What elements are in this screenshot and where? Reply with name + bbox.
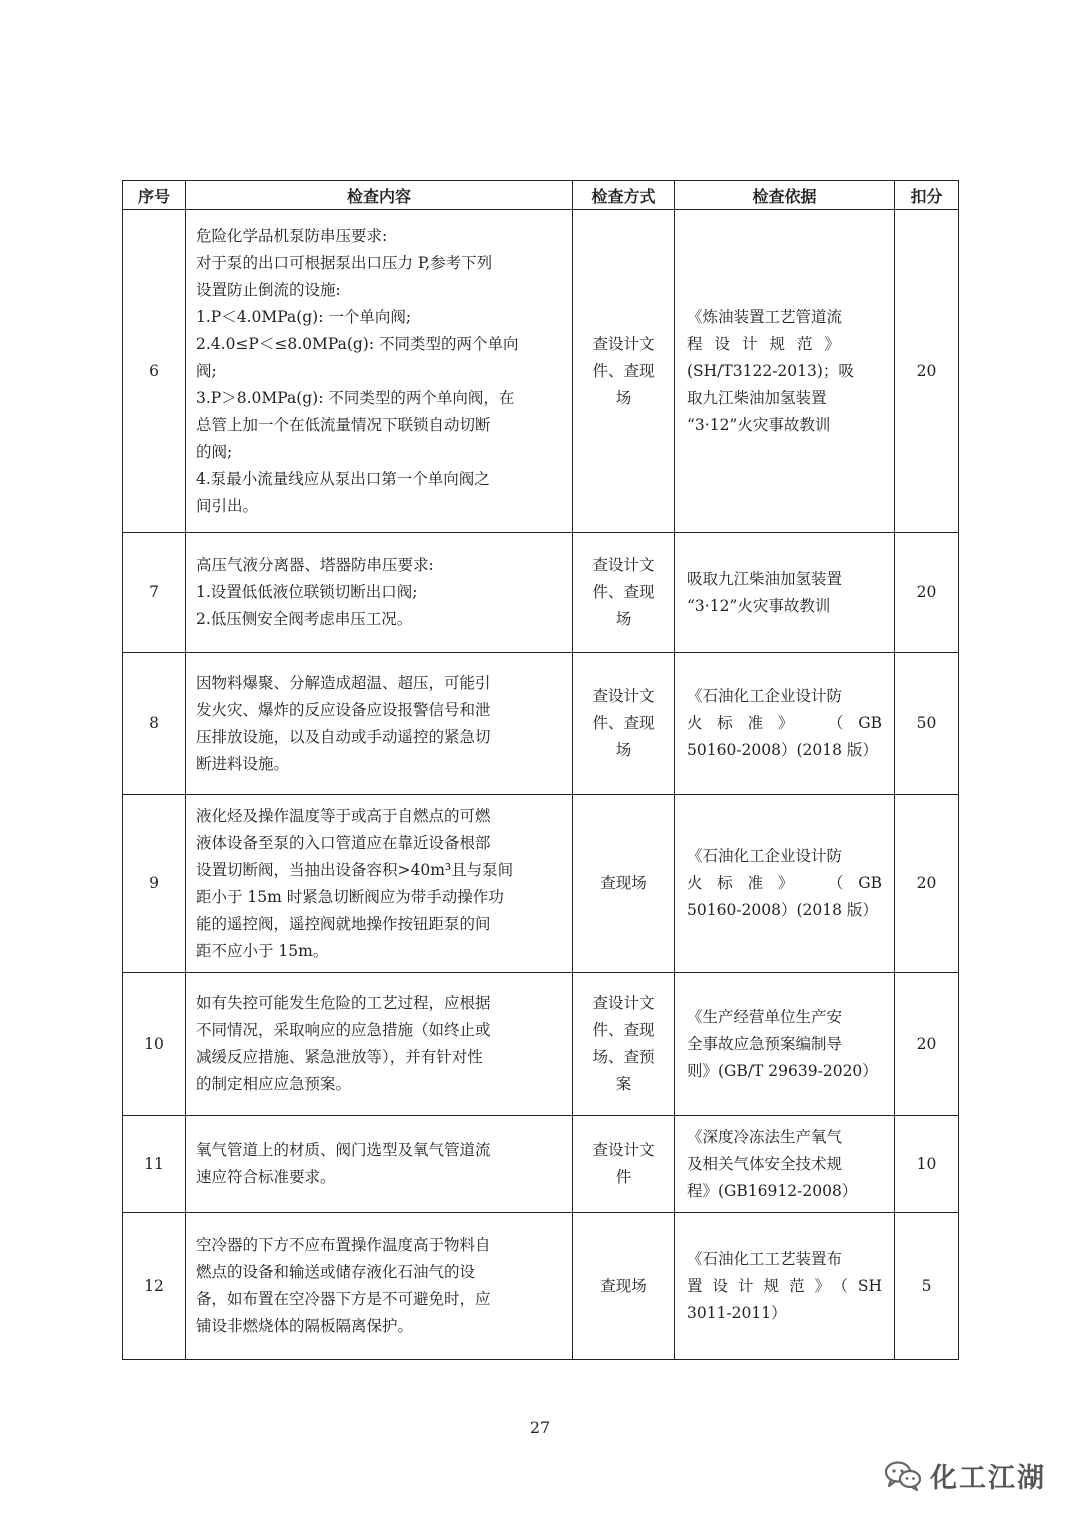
- row-content: [186, 973, 573, 1116]
- basis-line: 50160-2008）(2018 版）: [687, 901, 878, 919]
- basis-line: 及相关气体安全技术规: [687, 1154, 843, 1173]
- content-line: 总管上加一个在低流量情况下联锁自动切断: [196, 415, 491, 434]
- method-line: 查现场: [600, 874, 647, 892]
- row-basis: [675, 1213, 895, 1360]
- method-line: 查现场: [600, 1276, 647, 1295]
- basis-line: 《生产经营单位生产安: [687, 1007, 843, 1026]
- table-row: [123, 210, 959, 533]
- content-line: 液化烃及操作温度等于或高于自燃点的可燃: [196, 806, 491, 825]
- content-line: 2.4.0≤P＜≤8.0MPa(g): 不同类型的两个单向: [196, 334, 519, 353]
- row-score: 10: [895, 1116, 959, 1213]
- row-method: [573, 533, 675, 653]
- content-line: 如有失控可能发生危险的工艺过程，应根据: [196, 994, 491, 1012]
- content-line: 的阀;: [196, 442, 233, 461]
- watermark-text: 化工江湖: [930, 1463, 1046, 1494]
- content-line: 发火灾、爆炸的反应设备应设报警信号和泄: [196, 700, 491, 719]
- row-number: 6: [123, 210, 186, 533]
- row-method: [573, 1116, 675, 1213]
- method-line: 查设计文: [592, 1141, 655, 1159]
- content-line: 速应符合标准要求。: [196, 1168, 336, 1186]
- row-basis: [675, 210, 895, 533]
- basis-line: 《深度冷冻法生产氧气: [687, 1127, 843, 1146]
- row-number: 12: [123, 1213, 186, 1360]
- basis-line: 则》(GB/T 29639-2020）: [687, 1061, 878, 1080]
- row-method: [573, 210, 675, 533]
- basis-line: 《石油化工企业设计防: [687, 687, 843, 705]
- table-row: [123, 1213, 959, 1360]
- row-method: [573, 973, 675, 1116]
- row-basis: [675, 1116, 895, 1213]
- content-line: 设置防止倒流的设施:: [196, 280, 341, 299]
- content-line: 1.P＜4.0MPa(g): 一个单向阀;: [196, 307, 412, 326]
- basis-line: 置设计规范》（SH: [687, 1276, 882, 1295]
- basis-line: 程》(GB16912-2008）: [687, 1181, 858, 1200]
- method-line: 场: [615, 388, 632, 407]
- basis-line: “3·12”火灾事故教训: [687, 415, 831, 434]
- row-number: 9: [123, 795, 186, 973]
- method-line: 场: [615, 610, 632, 628]
- basis-line: 3011-2011）: [687, 1303, 787, 1322]
- row-number: 8: [123, 653, 186, 795]
- method-line: 查设计文: [592, 994, 655, 1012]
- basis-line: 全事故应急预案编制导: [687, 1034, 843, 1053]
- content-line: 空冷器的下方不应布置操作温度高于物料自: [196, 1236, 491, 1254]
- row-content: [186, 1213, 573, 1360]
- row-score: 20: [895, 973, 959, 1116]
- header-no: 序号: [123, 181, 186, 210]
- page-number: 27: [529, 1418, 551, 1437]
- method-line: 件、查现: [592, 583, 655, 601]
- basis-line: 取九江柴油加氢装置: [687, 388, 827, 407]
- basis-line: 吸取九江柴油加氢装置: [687, 569, 843, 588]
- header-basis: 检查依据: [675, 181, 895, 210]
- row-score: 5: [895, 1213, 959, 1360]
- row-content: [186, 653, 573, 795]
- row-method: [573, 1213, 675, 1360]
- basis-line: 50160-2008）(2018 版）: [687, 741, 878, 759]
- inspection-table: [122, 180, 959, 1360]
- content-line: 备，如布置在空冷器下方是不可避免时，应: [196, 1290, 491, 1308]
- method-line: 场、查预: [592, 1048, 655, 1066]
- row-content: [186, 210, 573, 533]
- method-line: 件、查现: [592, 361, 655, 380]
- row-score: 50: [895, 653, 959, 795]
- content-line: 距小于 15m 时紧急切断阀应为带手动操作功: [196, 887, 504, 906]
- content-line: 燃点的设备和输送或储存液化石油气的设: [196, 1263, 476, 1281]
- content-line: 不同情况，采取响应的应急措施（如终止或: [196, 1021, 491, 1039]
- content-line: 1.设置低低液位联锁切断出口阀;: [196, 583, 418, 601]
- basis-line: 《石油化工工艺装置布: [687, 1249, 843, 1268]
- basis-line: (SH/T3122-2013)；吸: [687, 361, 854, 380]
- content-line: 设置切断阀，当抽出设备容积>40m³且与泵间: [196, 860, 514, 879]
- content-line: 阀;: [196, 361, 217, 380]
- wechat-icon: [884, 1460, 922, 1492]
- content-line: 断进料设施。: [196, 754, 290, 773]
- method-line: 场: [615, 741, 632, 759]
- content-line: 间引出。: [196, 496, 259, 515]
- table-row: [123, 973, 959, 1116]
- content-line: 4.泵最小流量线应从泵出口第一个单向阀之: [196, 469, 490, 488]
- method-line: 件、查现: [592, 1021, 655, 1039]
- table-header-row: [123, 181, 959, 210]
- watermark: [884, 1456, 1046, 1495]
- content-line: 压排放设施，以及自动或手动遥控的紧急切: [196, 727, 491, 746]
- method-line: 查设计文: [592, 334, 655, 353]
- content-line: 对于泵的出口可根据泵出口压力 P,参考下列: [196, 253, 493, 272]
- table-row: [123, 653, 959, 795]
- content-line: 2.低压侧安全阀考虑串压工况。: [196, 610, 413, 628]
- header-method: 检查方式: [573, 181, 675, 210]
- basis-line: 火标准》 （GB: [687, 874, 882, 892]
- content-line: 距不应小于 15m。: [196, 941, 329, 960]
- row-score: 20: [895, 210, 959, 533]
- content-line: 减缓反应措施、紧急泄放等），并有针对性: [196, 1048, 483, 1066]
- basis-line: “3·12”火灾事故教训: [687, 596, 831, 615]
- content-line: 铺设非燃烧体的隔板隔离保护。: [196, 1317, 414, 1335]
- table-row: [123, 795, 959, 973]
- basis-line: 《炼油装置工艺管道流: [687, 307, 843, 326]
- row-basis: [675, 533, 895, 653]
- row-content: [186, 533, 573, 653]
- basis-line: 程设计规范》: [687, 334, 853, 353]
- method-line: 件、查现: [592, 714, 655, 732]
- row-content: [186, 795, 573, 973]
- content-line: 氧气管道上的材质、阀门选型及氧气管道流: [196, 1141, 491, 1159]
- basis-line: 火标准》 （GB: [687, 714, 882, 732]
- method-line: 件: [615, 1168, 632, 1186]
- content-line: 3.P＞8.0MPa(g): 不同类型的两个单向阀，在: [196, 388, 515, 407]
- table-row: [123, 1116, 959, 1213]
- row-number: 11: [123, 1116, 186, 1213]
- content-line: 的制定相应应急预案。: [196, 1075, 352, 1093]
- content-line: 因物料爆聚、分解造成超温、超压，可能引: [196, 673, 491, 692]
- row-method: [573, 653, 675, 795]
- method-line: 查设计文: [592, 556, 655, 574]
- row-content: [186, 1116, 573, 1213]
- content-line: 能的遥控阀，遥控阀就地操作按钮距泵的间: [196, 914, 491, 933]
- header-score: 扣分: [895, 181, 959, 210]
- header-content: 检查内容: [186, 181, 573, 210]
- content-line: 危险化学品机泵防串压要求:: [196, 226, 388, 245]
- row-basis: [675, 795, 895, 973]
- row-basis: [675, 973, 895, 1116]
- row-method: [573, 795, 675, 973]
- row-number: 10: [123, 973, 186, 1116]
- table-row: [123, 533, 959, 653]
- basis-line: 《石油化工企业设计防: [687, 847, 843, 865]
- row-number: 7: [123, 533, 186, 653]
- method-line: 案: [615, 1075, 632, 1093]
- method-line: 查设计文: [592, 687, 655, 705]
- content-line: 液体设备至泵的入口管道应在靠近设备根部: [196, 833, 491, 852]
- row-score: 20: [895, 795, 959, 973]
- content-line: 高压气液分离器、塔器防串压要求:: [196, 556, 434, 574]
- row-basis: [675, 653, 895, 795]
- row-score: 20: [895, 533, 959, 653]
